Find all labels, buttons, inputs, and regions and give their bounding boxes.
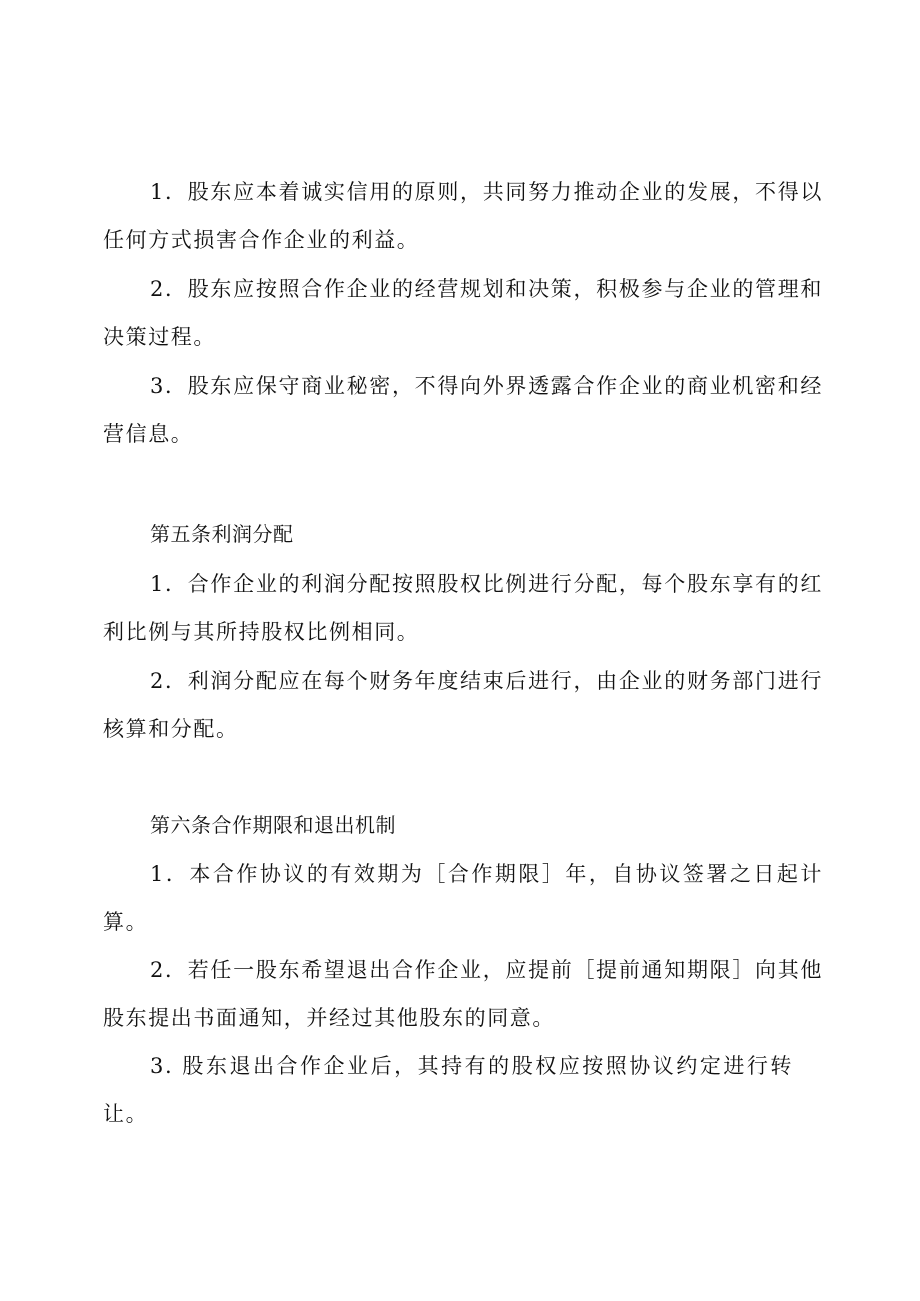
article-5-paragraph-2: 2．利润分配应在每个财务年度结束后进行，由企业的财务部门进行核算和分配。: [103, 669, 823, 741]
obligation-paragraph-1: 1．股东应本着诚实信用的原则，共同努力推动企业的发展，不得以任何方式损害合作企业的利益。: [103, 180, 823, 252]
article-6-paragraph-2: 2．若任一股东希望退出合作企业，应提前［提前通知期限］向其他股东提出书面通知，并经过其他股东的同意。: [103, 958, 823, 1030]
article-5-paragraph-1: 1．合作企业的利润分配按照股权比例进行分配，每个股东享有的红利比例与其所持股权比例相同。: [103, 572, 823, 644]
article-6-paragraph-1: 1．本合作协议的有效期为［合作期限］年，自协议签署之日起计算。: [103, 862, 823, 934]
article-6-paragraph-3: 3. 股东退出合作企业后，其持有的股权应按照协议约定进行转让。: [103, 1054, 793, 1126]
article-6-heading: 第六条合作期限和退出机制: [150, 813, 396, 837]
article-5-heading: 第五条利润分配: [150, 522, 294, 546]
obligation-paragraph-2: 2．股东应按照合作企业的经营规划和决策，积极参与企业的管理和决策过程。: [103, 277, 823, 349]
obligation-paragraph-3: 3．股东应保守商业秘密，不得向外界透露合作企业的商业机密和经营信息。: [103, 374, 823, 446]
